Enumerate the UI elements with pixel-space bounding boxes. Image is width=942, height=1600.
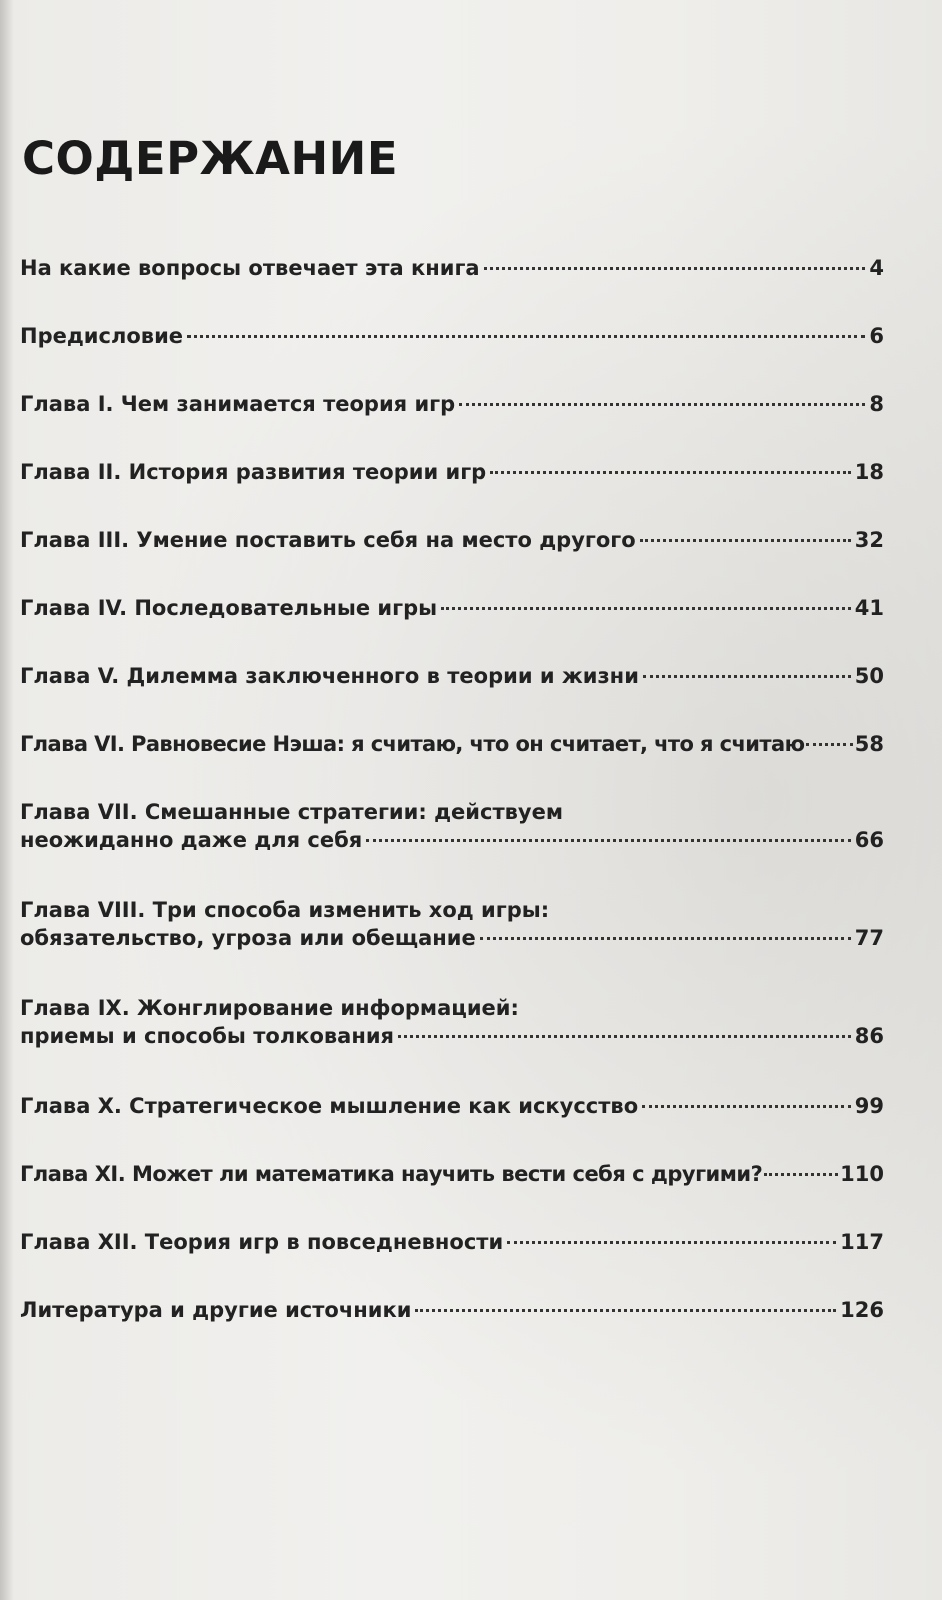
toc-entry-title: Глава I. Чем занимается теория игр: [20, 392, 456, 416]
toc-entry-title: Глава III. Умение поставить себя на место другого: [20, 528, 636, 552]
toc-entry-title-line1: Глава VIII. Три способа изменить ход игры:: [20, 898, 550, 922]
dot-leader: [764, 1173, 838, 1176]
toc-entry[interactable]: [20, 1160, 884, 1188]
toc-entry-page: 110: [840, 1162, 884, 1186]
toc-entry-title-line1: Глава VII. Смешанные стратегии: действуем: [20, 800, 563, 824]
dot-leader: [806, 743, 852, 746]
toc-entry-page: 32: [854, 528, 884, 552]
toc-entry-page: 126: [840, 1298, 884, 1322]
toc-entry[interactable]: [20, 458, 884, 486]
toc-entry[interactable]: [20, 994, 884, 1050]
toc-entry-title: Глава XII. Теория игр в повседневности: [20, 1230, 504, 1254]
dot-leader: [640, 539, 851, 542]
toc-entry[interactable]: [20, 1092, 884, 1120]
toc-entry[interactable]: [20, 1228, 884, 1256]
toc-entry[interactable]: [20, 390, 884, 418]
toc-entry-title: Литература и другие источники: [20, 1298, 412, 1322]
toc-entry-title: Глава II. История развития теории игр: [20, 460, 487, 484]
toc-entry-page: 66: [854, 828, 884, 852]
toc-entry-title-line1: Глава IX. Жонглирование информацией:: [20, 996, 519, 1020]
dot-leader: [480, 937, 851, 940]
dot-leader: [490, 471, 851, 474]
dot-leader: [459, 403, 865, 406]
toc-entry[interactable]: [20, 254, 884, 282]
toc-entry-page: 6: [869, 324, 884, 348]
toc-entry-page: 8: [869, 392, 884, 416]
toc-entry-page: 4: [869, 256, 884, 280]
page-edge-shadow: [0, 0, 14, 1600]
dot-leader: [507, 1241, 836, 1244]
toc-entry-page: 41: [854, 596, 884, 620]
toc-entry-title: Глава X. Стратегическое мышление как искусство: [20, 1094, 639, 1118]
page-title: СОДЕРЖАНИЕ: [22, 132, 399, 185]
dot-leader: [642, 1105, 851, 1108]
dot-leader: [643, 675, 851, 678]
toc-entry-page: 58: [854, 732, 884, 756]
toc-entry-page: 99: [854, 1094, 884, 1118]
toc-entry-title-line2: неожиданно даже для себя: [20, 828, 363, 852]
toc-entry[interactable]: [20, 1296, 884, 1324]
dot-leader: [484, 267, 866, 270]
toc-entry-page: 18: [854, 460, 884, 484]
table-of-contents: [20, 254, 884, 1364]
toc-entry[interactable]: [20, 798, 884, 854]
dot-leader: [187, 335, 865, 338]
dot-leader: [366, 839, 851, 842]
dot-leader: [441, 607, 851, 610]
toc-entry-title-line2: приемы и способы толкования: [20, 1024, 395, 1048]
toc-entry[interactable]: [20, 662, 884, 690]
toc-entry[interactable]: [20, 526, 884, 554]
dot-leader: [415, 1309, 836, 1312]
toc-entry-title: Предисловие: [20, 324, 184, 348]
toc-entry-title: Глава VI. Равновесие Нэша: я считаю, что он считает, что я считаю: [20, 732, 805, 756]
toc-entry[interactable]: [20, 730, 884, 758]
toc-entry-page: 117: [840, 1230, 884, 1254]
toc-entry-title: На какие вопросы отвечает эта книга: [20, 256, 480, 280]
toc-entry[interactable]: [20, 896, 884, 952]
toc-entry-title: Глава XI. Может ли математика научить вести себя с другими?: [20, 1162, 763, 1186]
toc-entry-title-line2: обязательство, угроза или обещание: [20, 926, 476, 950]
toc-entry-title: Глава IV. Последовательные игры: [20, 596, 438, 620]
toc-entry-page: 86: [854, 1024, 884, 1048]
toc-entry-page: 50: [854, 664, 884, 688]
toc-entry-title: Глава V. Дилемма заключенного в теории и жизни: [20, 664, 639, 688]
toc-entry[interactable]: [20, 594, 884, 622]
dot-leader: [398, 1035, 851, 1038]
toc-entry[interactable]: [20, 322, 884, 350]
toc-entry-page: 77: [854, 926, 884, 950]
